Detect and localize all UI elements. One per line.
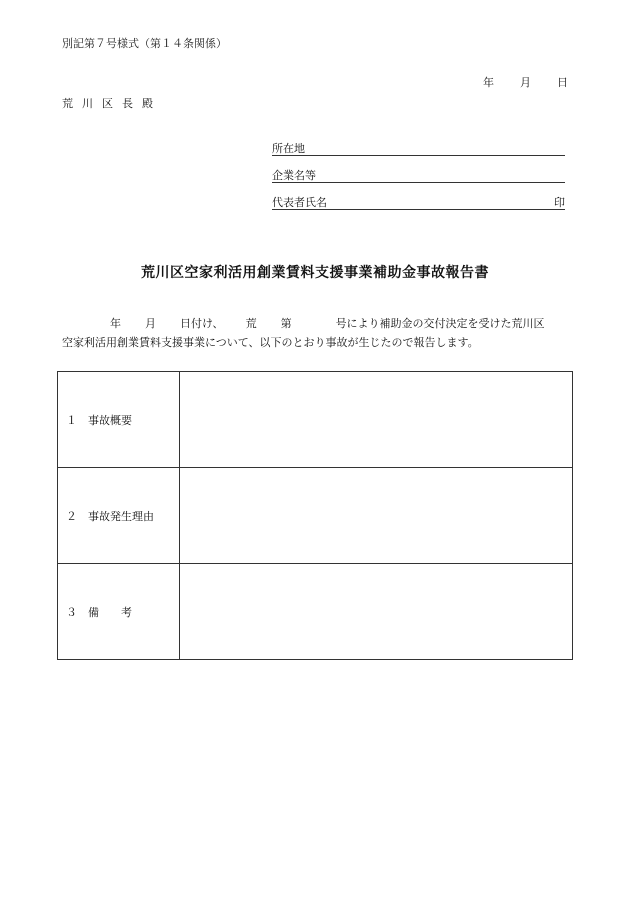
seal-label: 印 — [554, 196, 565, 209]
address-field[interactable] — [272, 140, 565, 156]
form-number: 別記第７号様式（第１４条関係） — [62, 37, 227, 50]
row-label: 事故概要 — [88, 413, 132, 427]
body-line-1 — [62, 314, 572, 333]
row-number: ２ — [66, 509, 77, 523]
company-field[interactable] — [272, 167, 565, 183]
accident-reason-input[interactable] — [180, 468, 573, 564]
company-label: 企業名等 — [272, 169, 316, 182]
accident-summary-input[interactable] — [180, 372, 573, 468]
row-number: ３ — [66, 605, 77, 619]
body-month: 月 — [145, 317, 156, 330]
row-label-cell — [58, 564, 180, 660]
date-line — [483, 74, 568, 90]
body-dai: 第 — [280, 317, 292, 330]
row-number: １ — [66, 413, 77, 427]
remarks-input[interactable] — [180, 564, 573, 660]
body-ara: 荒 — [245, 317, 257, 330]
table-row — [58, 468, 573, 564]
table-row — [58, 372, 573, 468]
representative-field[interactable] — [272, 194, 565, 210]
body-line-2: 空家利活用創業賃料支援事業について、以下のとおり事故が生じたので報告します。 — [62, 336, 479, 349]
applicant-block — [272, 140, 565, 221]
row-label: 事故発生理由 — [88, 509, 154, 523]
row-label: 備 考 — [88, 605, 132, 619]
date-year-label: 年 — [483, 76, 494, 89]
date-day-label: 日 — [557, 76, 568, 89]
body-day-dated: 日付け、 — [180, 317, 224, 330]
row-label-cell — [58, 372, 180, 468]
date-month-label: 月 — [520, 76, 531, 89]
addressee: 荒川区長殿 — [62, 97, 162, 110]
row-label-cell — [58, 468, 180, 564]
body-decision-text: 号により補助金の交付決定を受けた荒川区 — [335, 317, 545, 330]
table-row — [58, 564, 573, 660]
representative-label: 代表者氏名 — [272, 196, 327, 209]
address-label: 所在地 — [272, 142, 305, 155]
body-text — [62, 314, 572, 352]
report-table — [57, 371, 573, 660]
body-year: 年 — [110, 317, 121, 330]
page-title: 荒川区空家利活用創業賃料支援事業補助金事故報告書 — [141, 265, 489, 281]
